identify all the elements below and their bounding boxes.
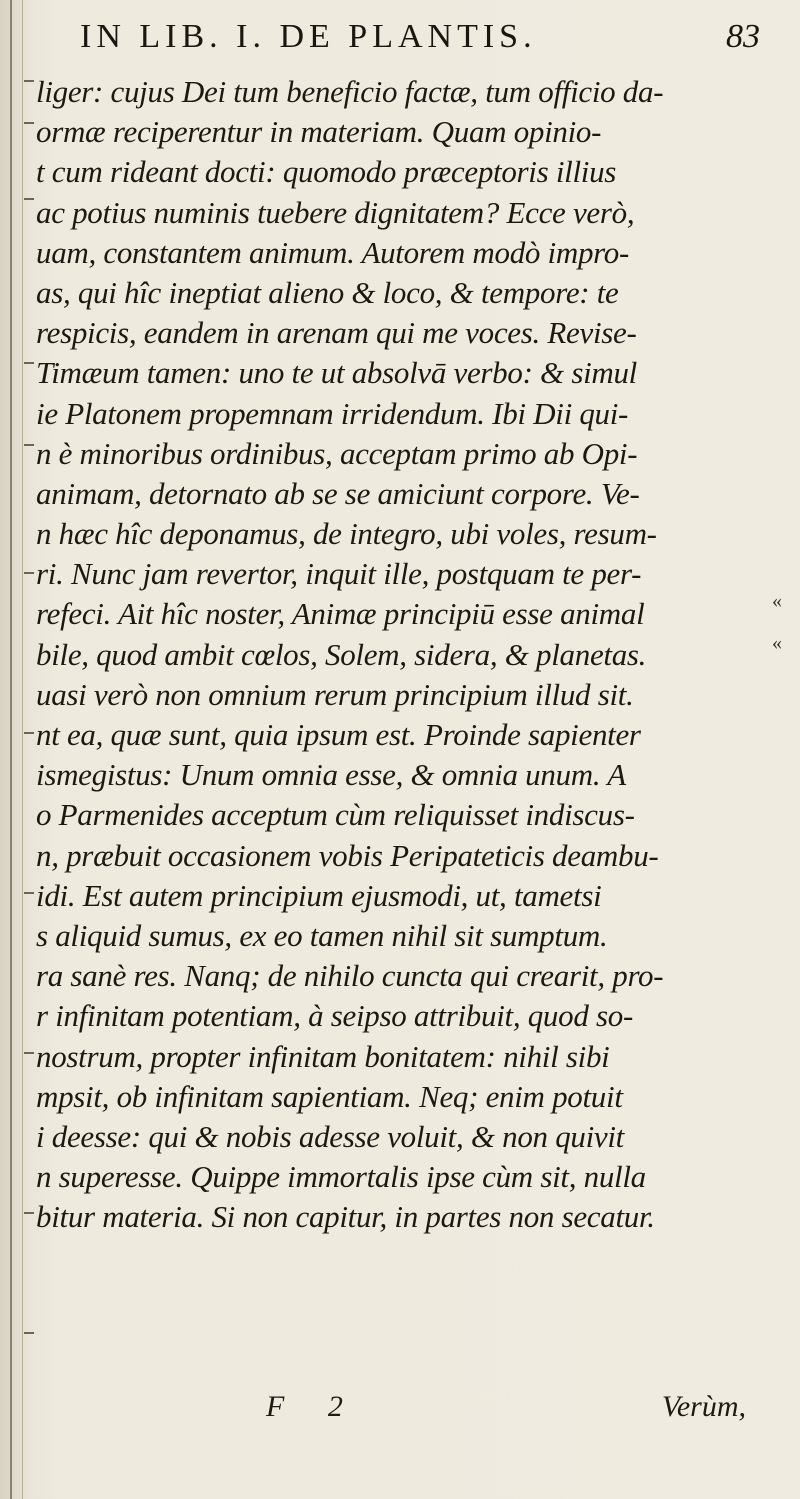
page-number: 83 (726, 18, 760, 55)
text-line: ri. Nunc jam revertor, inquit ille, postquam te per- (36, 556, 642, 592)
page-footer (36, 1390, 766, 1430)
gutter-binding (10, 0, 12, 1499)
margin-quote-mark: « (772, 590, 782, 612)
text-line: liger: cujus Dei tum beneficio factæ, tum officio da- (36, 74, 664, 109)
text-line: t cum rideant docti: quomodo præceptoris illius (36, 154, 617, 190)
margin-quote-mark: « (772, 632, 782, 654)
gutter-shadow (22, 0, 23, 1499)
text-line: n, præbuit occasionem vobis Peripateticis deambu- (36, 837, 659, 873)
catchword: Verùm, (661, 1390, 746, 1423)
signature-mark: F 2 (266, 1390, 361, 1423)
text-line: animam, detornato ab se se amiciunt corpore. Ve- (36, 475, 640, 511)
text-line: o Parmenides acceptum cùm reliquisset indiscus- (36, 797, 635, 833)
text-line: ie Platonem propemnam irridendum. Ibi Dii qui- (36, 395, 629, 431)
text-line: mpsit, ob infinitam sapientiam. Neq; enim potuit (36, 1078, 623, 1114)
text-line: ormæ reciperentur in materiam. Quam opinio- (36, 114, 602, 150)
text-line: nt ea, quæ sunt, quia ipsum est. Proinde sapienter (36, 717, 641, 752)
text-line: idi. Est autem principium ejusmodi, ut, tametsi (36, 877, 602, 913)
text-line: respicis, eandem in arenam qui me voces. Revise- (36, 315, 637, 351)
text-line: refeci. Ait hîc noster, Animæ principiū esse animal (36, 596, 645, 632)
text-line: uam, constantem animum. Autorem modò impro- (36, 234, 629, 270)
text-line: bitur materia. Si non capitur, in partes non secatur. (36, 1199, 655, 1235)
text-line: uasi verò non omnium rerum principium illud sit. (36, 676, 634, 712)
text-line: n superesse. Quippe immortalis ipse cùm sit, nulla (36, 1159, 646, 1195)
text-line: Timæum tamen: uno te ut absolvā verbo: & simul (36, 355, 637, 391)
text-line: n hæc hîc deponamus, de integro, ubi voles, resum- (36, 516, 657, 552)
text-line: ac potius numinis tuebere dignitatem? Ecce verò, (36, 194, 635, 230)
text-line: s aliquid sumus, ex eo tamen nihil sit sumptum. (36, 917, 608, 953)
text-line: ra sanè res. Nanq; de nihilo cuncta qui crearit, pro- (36, 958, 664, 994)
text-line: bile, quod ambit cœlos, Solem, sidera, & planetas. (36, 636, 647, 672)
text-line: ismegistus: Unum omnia esse, & omnia unum. A (36, 757, 626, 793)
page-header (60, 16, 760, 68)
text-line: as, qui hîc ineptiat alieno & loco, & tempore: te (36, 274, 619, 310)
text-line: n è minoribus ordinibus, acceptam primo ab Opi- (36, 435, 638, 471)
text-line: i deesse: qui & nobis adesse voluit, & non quivit (36, 1118, 624, 1154)
gutter-marks (24, 72, 36, 1392)
text-line: nostrum, propter infinitam bonitatem: nihil sibi (36, 1038, 610, 1074)
running-head: IN LIB. I. DE PLANTIS. (80, 18, 537, 55)
body-text (36, 72, 766, 1237)
text-line: r infinitam potentiam, à seipso attribuit, quod so- (36, 998, 633, 1034)
